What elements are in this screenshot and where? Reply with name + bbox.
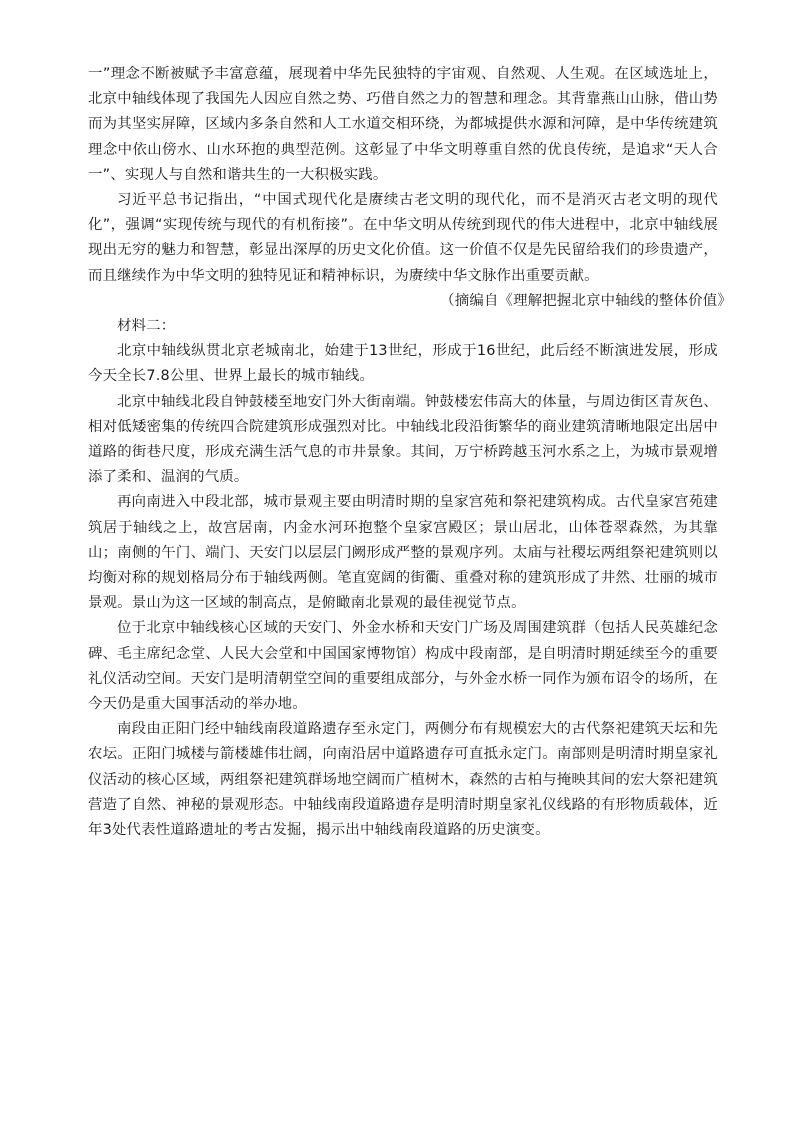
paragraph-middle-north: 再向南进入中段北部，城市景观主要由明清时期的皇家宫苑和祭祀建筑构成。古代皇家宫苑建筑居于轴线之上，故宫居南，内金水河环抱整个皇家宫殿区；景山居北，山体苍翠森然，为其靠山；南侧的午门、端门、天安门以层层门阙形成严整的景观序列。太庙与社稷坛两组祭祀建筑则以均衡对称的规划格局分布于轴线两侧。笔直宽阔的街衢、重叠对称的建筑形成了井然、壮丽的城市景观。景山为这一区域的制高点，是俯瞰南北景观的最佳视觉节点。 <box>88 494 718 612</box>
material-two-heading: 材料二： <box>117 318 176 335</box>
paragraph-north-section: 北京中轴线北段自钟鼓楼至地安门外大街南端。钟鼓楼宏伟高大的体量，与周边街区青灰色、相对低矮密集的传统四合院建筑形成强烈对比。中轴线北段沿街繁华的商业建筑清晰地限定出居中道路的街巷尺度，形成充满生活气息的市井景象。其间，万宁桥跨越玉河水系之上，为城市景观增添了柔和、温润的气质。 <box>88 393 718 486</box>
paragraph-continuation: 一”理念不断被赋予丰富意蕴，展现着中华先民独特的宇宙观、自然观、人生观。在区域选址上，北京中轴线体现了我国先人因应自然之势、巧借自然之力的智慧和理念。其背靠燕山山脉，借山势而为其坚实屏障，区域内多条自然和人工水道交相环绕，为都城提供水源和河障，是中华传统建筑理念中依山傍水、山水环抱的典型范例。这彰显了中华文明尊重自然的优良传统，是追求“天人合一”、实现人与自然和谐共生的一大积极实践。 <box>88 66 718 183</box>
source-citation: （摘编自《理解把握北京中轴线的整体价值》 <box>440 292 732 309</box>
paragraph-south-section: 南段由正阳门经中轴线南段道路遗存至永定门，两侧分布有规模宏大的古代祭祀建筑天坛和先农坛。正阳门城楼与箭楼雄伟壮阔，向南沿居中道路遗存可直抵永定门。南部则是明清时期皇家礼仪活动的核心区域，两组祭祀建筑群场地空阔而广植树木，森然的古柏与掩映其间的宏大祭祀建筑营造了自然、神秘的景观形态。中轴线南段道路遗存是明清时期皇家礼仪线路的有形物质载体，近年3处代表性道路遗址的考古发掘，揭示出中轴线南段道路的历史演变。 <box>88 721 718 839</box>
paragraph-xi-quote: 习近平总书记指出，“中国式现代化是赓续古老文明的现代化，而不是消灭古老文明的现代化”，强调“实现传统与现代的有机衔接”。在中华文明从传统到现代的伟大进程中，北京中轴线展现出无穷的魅力和智慧，彰显出深厚的历史文化价值。这一价值不仅是先民留给我们的珍贵遗产，而且继续作为中华文明的独特见证和精神标识，为赓续中华文脉作出重要贡献。 <box>88 192 718 284</box>
paragraph-middle-south: 位于北京中轴线核心区域的天安门、外金水桥和天安门广场及周围建筑群（包括人民英雄纪念碑、毛主席纪念堂、人民大会堂和中国国家博物馆）构成中段南部，是自明清时期延续至今的重要礼仪活动空间。天安门是明清朝堂空间的重要组成部分，与外金水桥一同作为颁布诏令的场所，在今天仍是重大国事活动的举办地。 <box>88 620 718 713</box>
paragraph-axis-overview: 北京中轴线纵贯北京老城南北，始建于13世纪，形成于16世纪，此后经不断演进发展，形成今天全长7.8公里、世界上最长的城市轴线。 <box>88 343 718 385</box>
document-page <box>88 62 732 843</box>
